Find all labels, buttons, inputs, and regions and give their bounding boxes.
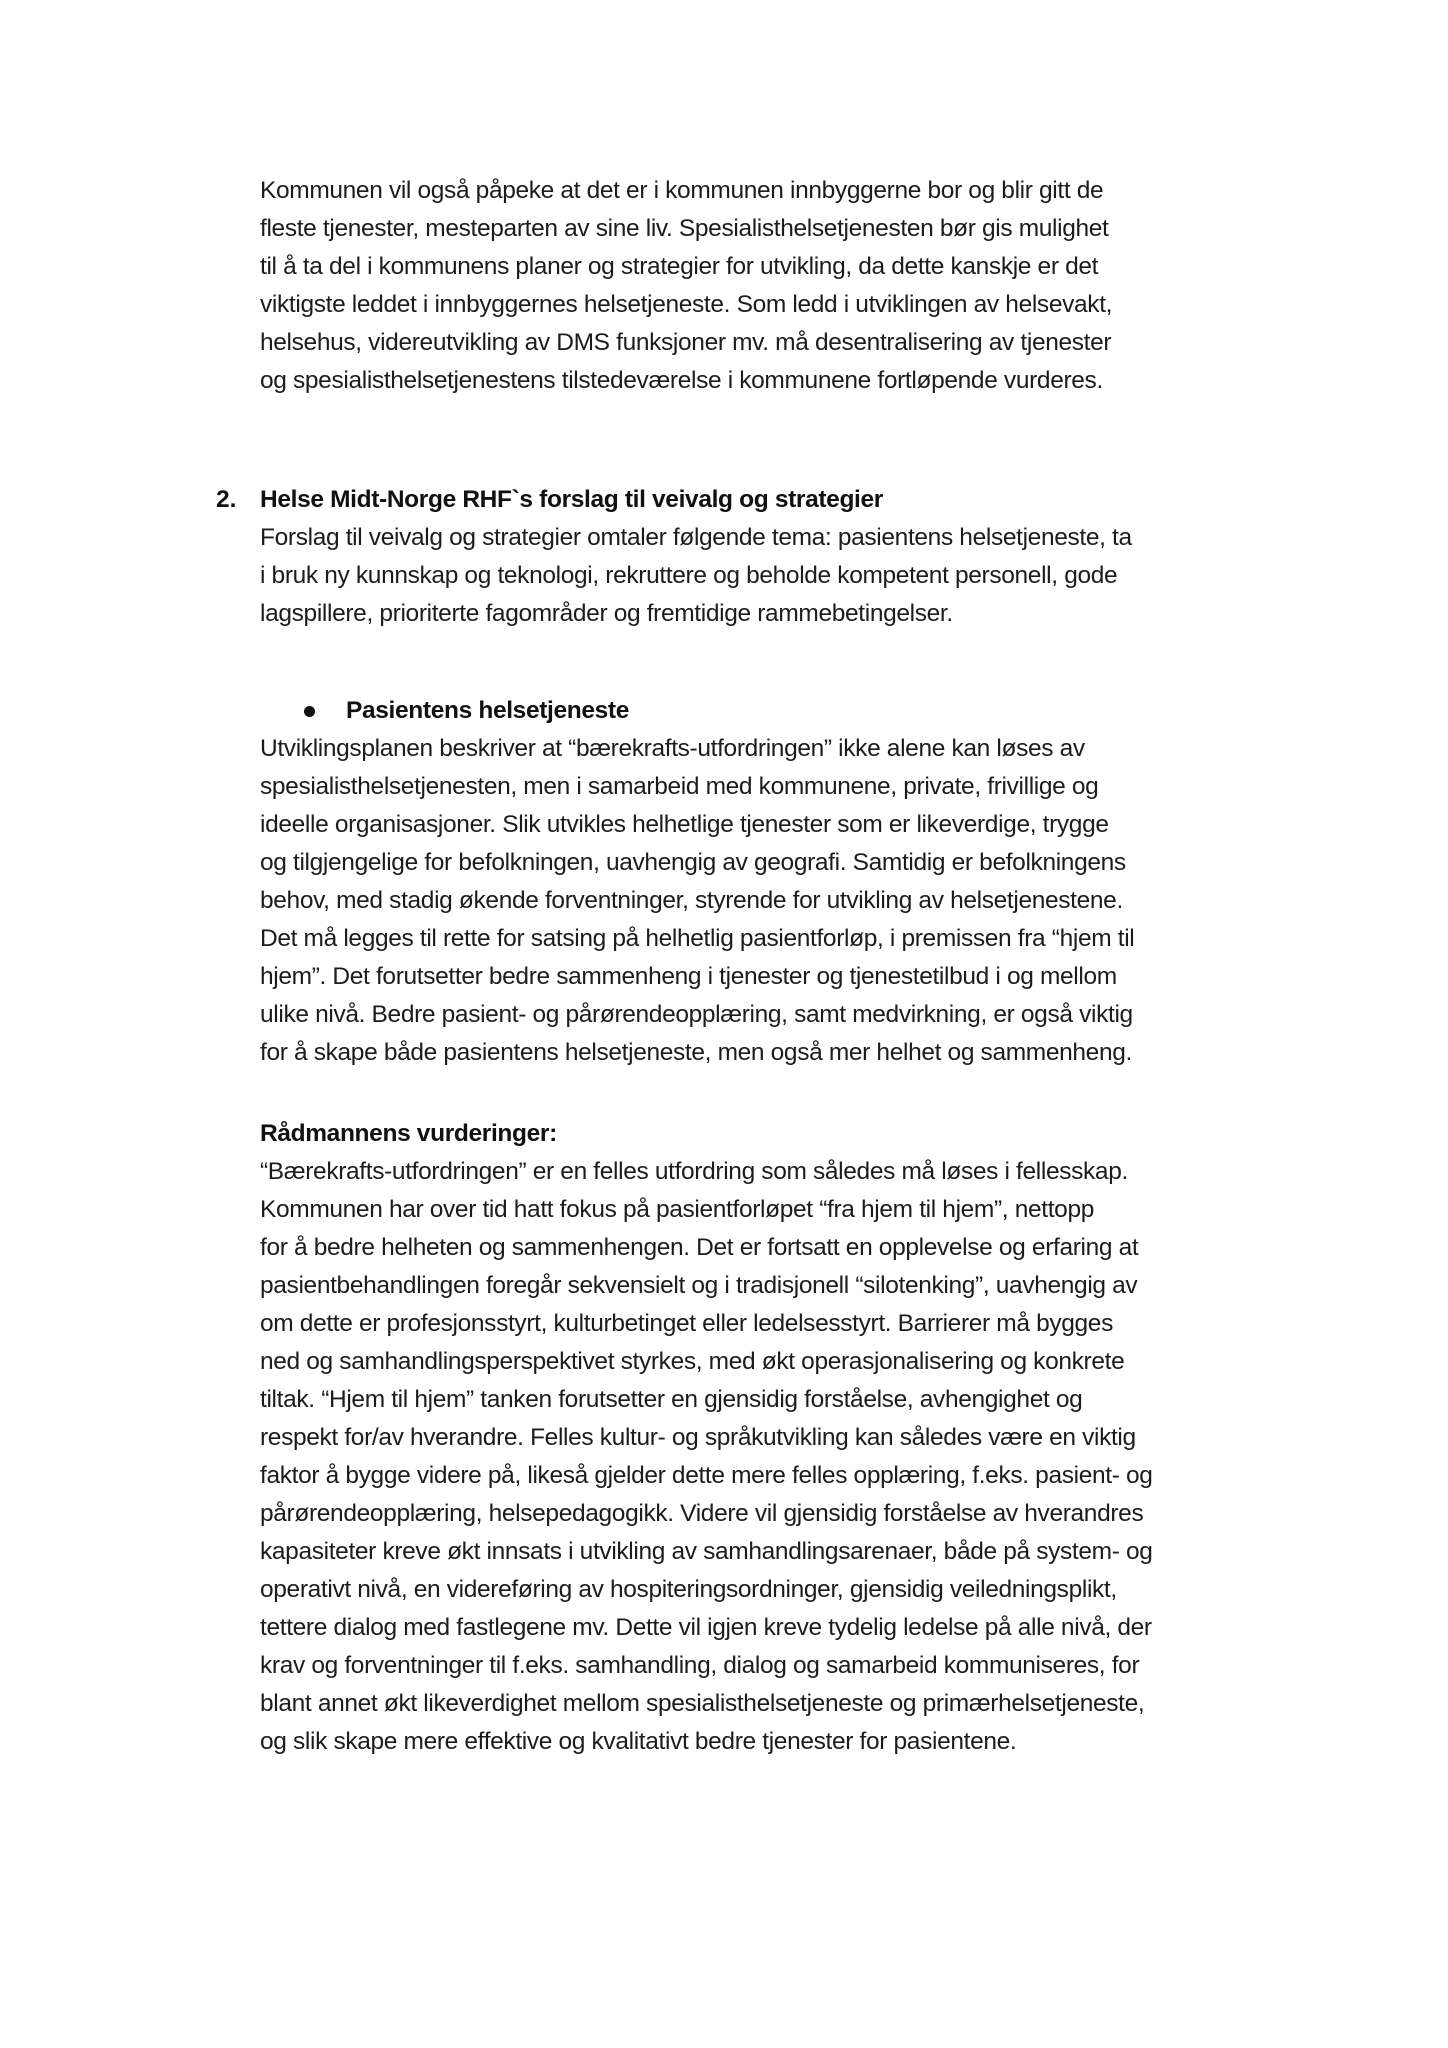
text-line: lagspillere, prioriterte fagområder og fremtidige rammebetingelser. — [260, 600, 953, 627]
text-line: for å skape både pasientens helsetjeneste, men også mer helhet og sammenheng. — [260, 1039, 1132, 1066]
text-line: fleste tjenester, mesteparten av sine liv. Spesialisthelsetjenesten bør gis mulighet — [260, 215, 1109, 242]
bullet-icon — [304, 706, 315, 717]
text-line: pasientbehandlingen foregår sekvensielt og i tradisjonell “silotenking”, uavhengig av — [260, 1272, 1138, 1299]
text-line: Kommunen vil også påpeke at det er i kommunen innbyggerne bor og blir gitt de — [260, 177, 1104, 204]
text-line: helsehus, videreutvikling av DMS funksjoner mv. må desentralisering av tjenester — [260, 329, 1112, 356]
text-line: tiltak. “Hjem til hjem” tanken forutsetter en gjensidig forståelse, avhengighet og — [260, 1386, 1083, 1413]
text-line: Kommunen har over tid hatt fokus på pasientforløpet “fra hjem til hjem”, nettopp — [260, 1196, 1095, 1223]
text-line: behov, med stadig økende forventninger, styrende for utvikling av helsetjenestene. — [260, 887, 1123, 914]
text-line: tettere dialog med fastlegene mv. Dette vil igjen kreve tydelig ledelse på alle nivå, der — [260, 1614, 1152, 1641]
text-line: respekt for/av hverandre. Felles kultur- og språkutvikling kan således være en viktig — [260, 1424, 1136, 1451]
text-line: Utviklingsplanen beskriver at “bærekrafts-utfordringen” ikke alene kan løses av — [260, 735, 1085, 762]
text-line: ideelle organisasjoner. Slik utvikles helhetlige tjenester som er likeverdige, trygge — [260, 811, 1109, 838]
section-number: 2. — [216, 486, 237, 513]
text-line: i bruk ny kunnskap og teknologi, rekruttere og beholde kompetent personell, gode — [260, 562, 1118, 589]
text-line: spesialisthelsetjenesten, men i samarbeid med kommunene, private, frivillige og — [260, 773, 1099, 800]
text-line: pårørendeopplæring, helsepedagogikk. Videre vil gjensidig forståelse av hverandres — [260, 1500, 1144, 1527]
text-line: kapasiteter kreve økt innsats i utvikling av samhandlingsarenaer, både på system- og — [260, 1538, 1153, 1565]
section-heading: Helse Midt-Norge RHF`s forslag til veivalg og strategier — [260, 486, 883, 513]
text-line: og tilgjengelige for befolkningen, uavhengig av geografi. Samtidig er befolkningens — [260, 849, 1126, 876]
text-line: ulike nivå. Bedre pasient- og pårørendeopplæring, samt medvirkning, er også viktig — [260, 1001, 1133, 1028]
text-line: for å bedre helheten og sammenhengen. Det er fortsatt en opplevelse og erfaring at — [260, 1234, 1139, 1261]
text-line: Forslag til veivalg og strategier omtaler følgende tema: pasientens helsetjeneste, ta — [260, 524, 1132, 551]
text-line: om dette er profesjonsstyrt, kulturbetinget eller ledelsesstyrt. Barrierer må bygges — [260, 1310, 1113, 1337]
text-line: hjem”. Det forutsetter bedre sammenheng i tjenester og tjenestetilbud i og mellom — [260, 963, 1117, 990]
text-line: og slik skape mere effektive og kvalitativt bedre tjenester for pasientene. — [260, 1728, 1017, 1755]
assessment-heading: Rådmannens vurderinger: — [260, 1120, 557, 1147]
text-line: til å ta del i kommunens planer og strategier for utvikling, da dette kanskje er det — [260, 253, 1099, 280]
text-line: faktor å bygge videre på, likeså gjelder dette mere felles opplæring, f.eks. pasient- og — [260, 1462, 1153, 1489]
text-line: og spesialisthelsetjenestens tilstedeværelse i kommunene fortløpende vurderes. — [260, 367, 1103, 394]
text-line: krav og forventninger til f.eks. samhandling, dialog og samarbeid kommuniseres, for — [260, 1652, 1140, 1679]
text-line: ned og samhandlingsperspektivet styrkes, med økt operasjonalisering og konkrete — [260, 1348, 1125, 1375]
text-line: blant annet økt likeverdighet mellom spesialisthelsetjeneste og primærhelsetjeneste, — [260, 1690, 1145, 1717]
text-line: viktigste leddet i innbyggernes helsetjeneste. Som ledd i utviklingen av helsevakt, — [260, 291, 1113, 318]
text-line: Det må legges til rette for satsing på helhetlig pasientforløp, i premissen fra “hjem til — [260, 925, 1135, 952]
subsection-heading: Pasientens helsetjeneste — [346, 697, 630, 724]
text-line: “Bærekrafts-utfordringen” er en felles utfordring som således må løses i fellesskap. — [260, 1158, 1128, 1185]
text-line: operativt nivå, en videreføring av hospiteringsordninger, gjensidig veiledningsplikt, — [260, 1576, 1117, 1603]
